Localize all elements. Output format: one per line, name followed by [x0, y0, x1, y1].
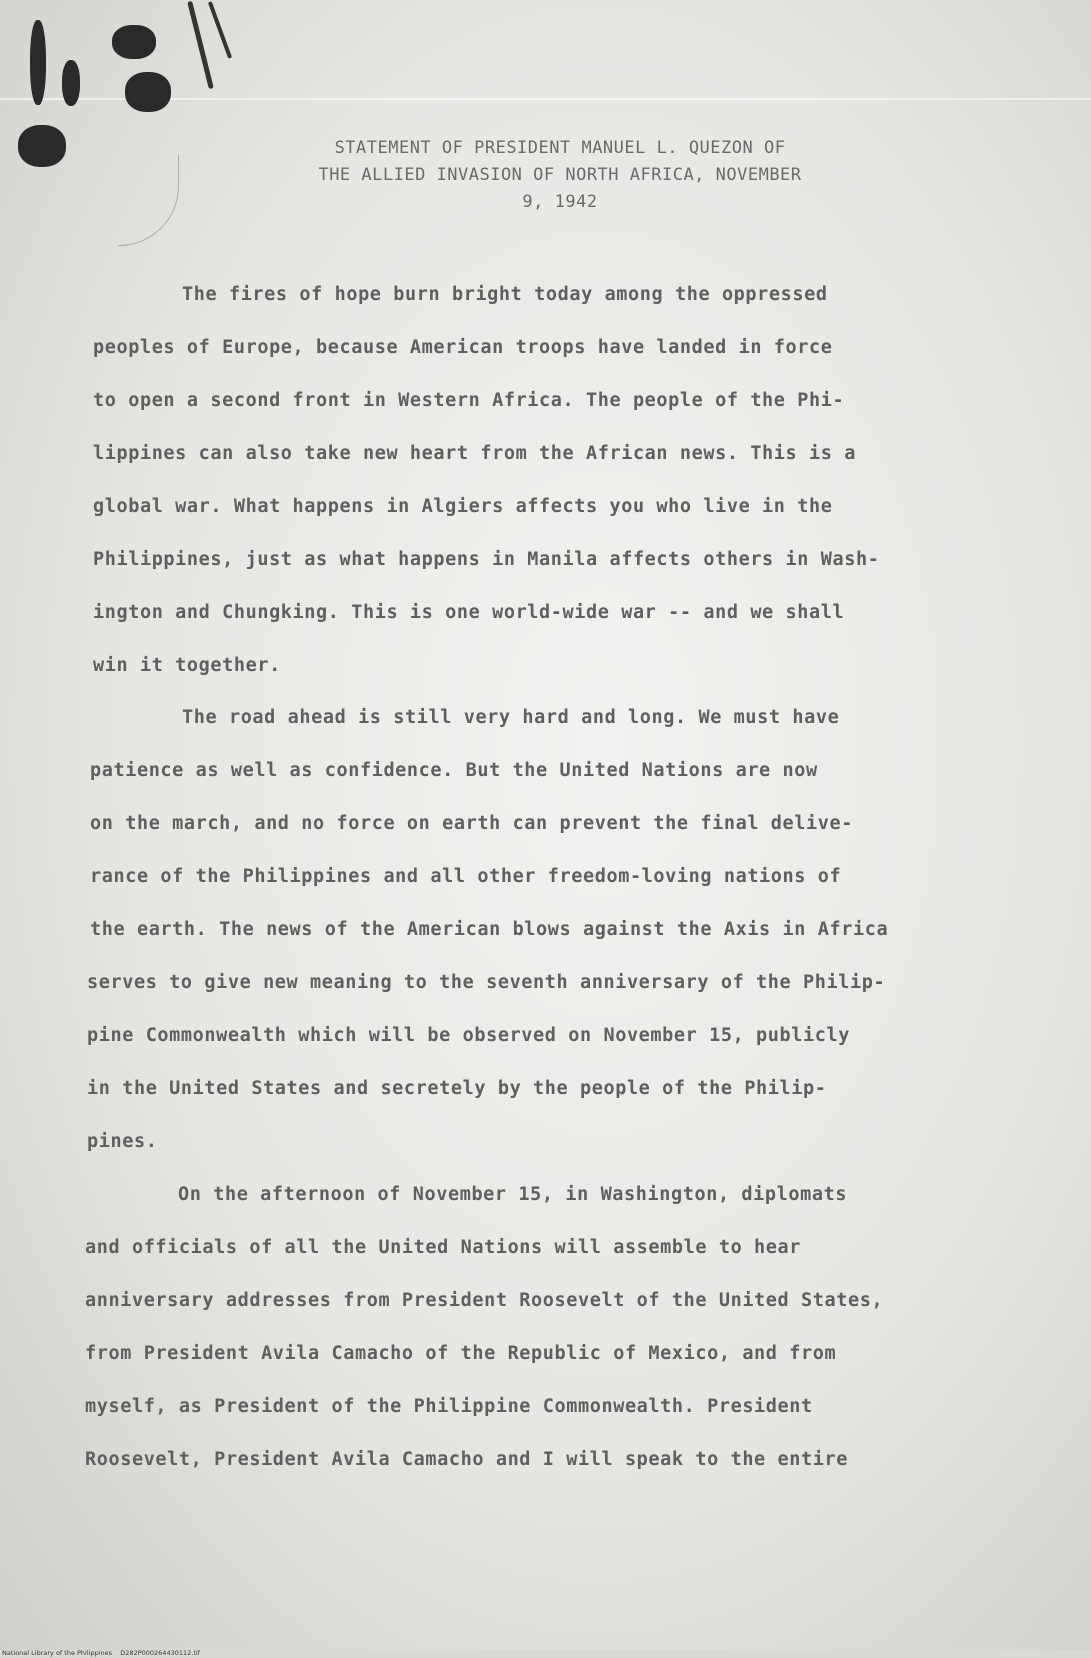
text-line: pines. [87, 1131, 158, 1152]
text-line: on the march, and no force on earth can prevent the final delive- [90, 813, 853, 834]
text-line: and officials of all the United Nations will assemble to hear [85, 1237, 802, 1258]
text-line: Roosevelt, President Avila Camacho and I will speak to the entire [85, 1449, 848, 1470]
text-line: global war. What happens in Algiers affects you who live in the [93, 496, 833, 517]
text-line: rance of the Philippines and all other freedom-loving nations of [90, 866, 842, 887]
text-line: pine Commonwealth which will be observed on November 15, publicly [87, 1025, 850, 1046]
text-line: lippines can also take new heart from the African news. This is a [93, 443, 856, 464]
text-line: The road ahead is still very hard and long. We must have [182, 707, 840, 728]
text-line: The fires of hope burn bright today among the oppressed [182, 284, 828, 305]
text-line: in the United States and secretely by the people of the Philip- [87, 1078, 827, 1099]
scan-footer: National Library of the Philippines D282P000264430112.tif [2, 1649, 200, 1657]
text-line: to open a second front in Western Africa. The people of the Phi- [93, 390, 845, 411]
text-line: win it together. [93, 655, 281, 676]
text-line: patience as well as confidence. But the United Nations are now [90, 760, 818, 781]
pencil-mark [118, 155, 179, 246]
text-line: from President Avila Camacho of the Republic of Mexico, and from [85, 1343, 837, 1364]
text-line: myself, as President of the Philippine Commonwealth. President [85, 1396, 813, 1417]
text-line: ington and Chungking. This is one world-wide war -- and we shall [93, 602, 845, 623]
text-line: On the afternoon of November 15, in Washington, diplomats [178, 1184, 848, 1205]
text-line: serves to give new meaning to the seventh anniversary of the Philip- [87, 972, 886, 993]
text-line: anniversary addresses from President Roosevelt of the United States, [85, 1290, 884, 1311]
text-line: Philippines, just as what happens in Manila affects others in Wash- [93, 549, 880, 570]
text-line: the earth. The news of the American blows against the Axis in Africa [90, 919, 889, 940]
document-title: STATEMENT OF PRESIDENT MANUEL L. QUEZON OF THE ALLIED INVASION OF NORTH AFRICA, NOVEMBER 9, 1942 [318, 138, 802, 212]
text-line: peoples of Europe, because American troops have landed in force [93, 337, 833, 358]
